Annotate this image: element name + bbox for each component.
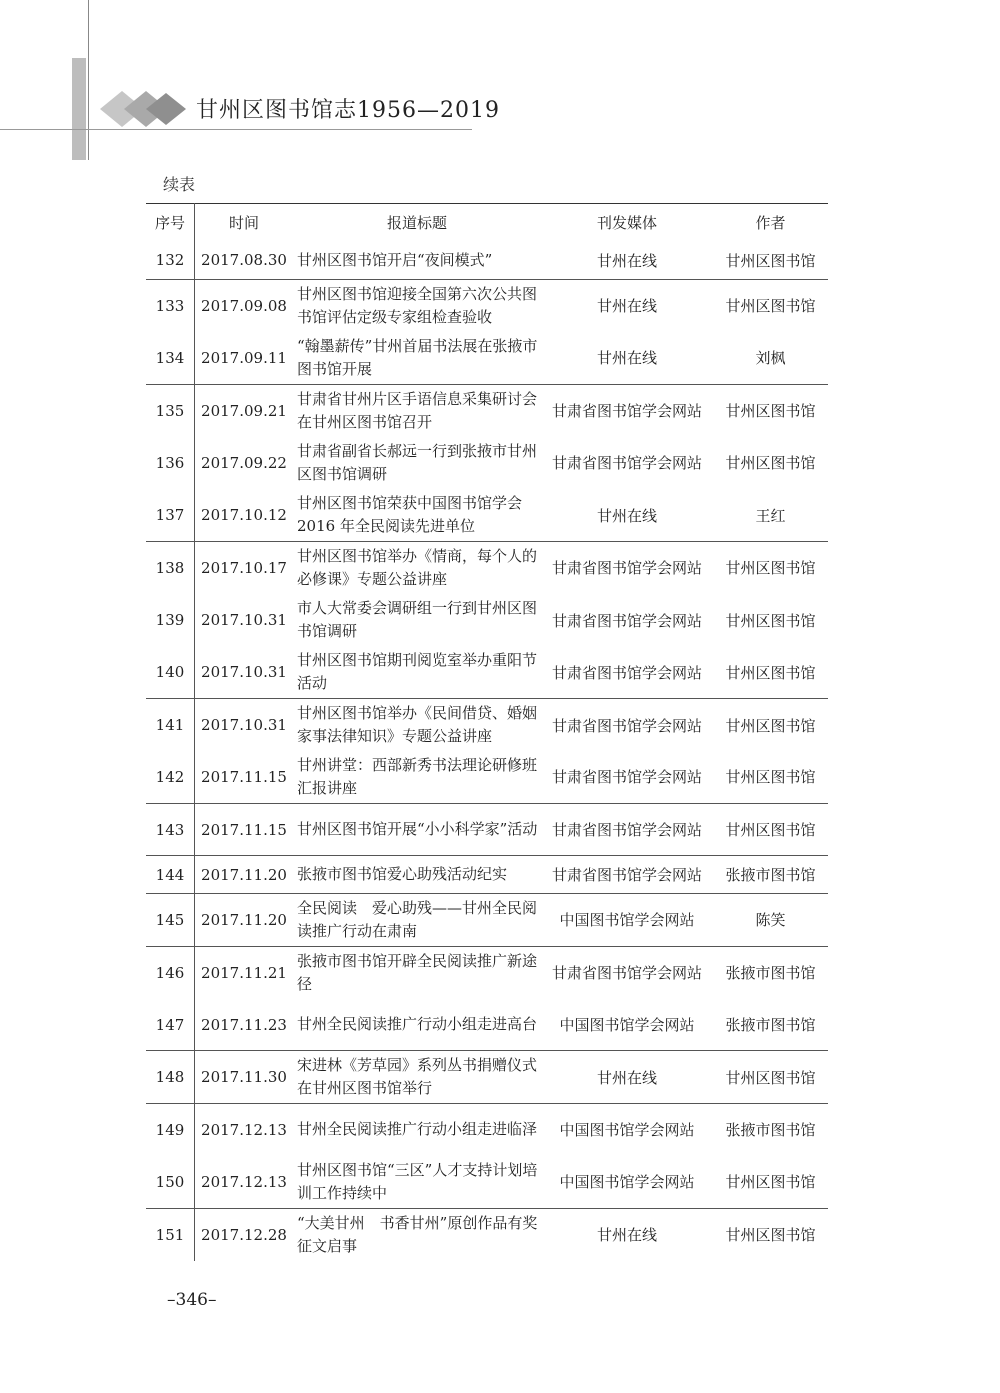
- column-header-number: 序号: [146, 204, 195, 242]
- cell-media: 甘州在线: [596, 251, 657, 270]
- cell-media: 甘州在线: [541, 280, 713, 332]
- cell-author: 甘州区图书馆: [725, 611, 816, 630]
- cell-media: 甘肃省图书馆学会网站: [551, 454, 702, 473]
- cell-title: 甘州讲堂：西部新秀书法理论研修班汇报讲座: [297, 755, 538, 797]
- cell-date: 2017.11.20: [195, 856, 294, 894]
- cell-number: 145: [146, 894, 195, 946]
- cell-media: 中国图书馆学会网站: [541, 894, 713, 946]
- cell-author: 甘州区图书馆: [725, 768, 816, 787]
- cell-number: 140: [146, 646, 195, 698]
- cell-date: 2017.12.13: [195, 1103, 294, 1155]
- table-row: [146, 999, 828, 1051]
- cell-number: 146: [146, 946, 195, 998]
- cell-date: 2017.08.30: [201, 251, 287, 270]
- cell-title: “大美甘州 书香甘州”原创作品有奖征文启事: [293, 1208, 541, 1260]
- cell-number: 150: [146, 1156, 195, 1208]
- cell-number: 135: [146, 384, 195, 436]
- cell-author: 甘州区图书馆: [725, 454, 816, 473]
- cell-author: 甘州区图书馆: [713, 803, 828, 855]
- cell-title: 甘州区图书馆举办《民间借贷、婚姻家事法律知识》专题公益讲座: [293, 699, 541, 751]
- cell-date: 2017.12.13: [201, 1172, 287, 1191]
- cell-author: 甘州区图书馆: [725, 663, 816, 682]
- cell-author: 张掖市图书馆: [713, 946, 828, 998]
- table-row: [146, 856, 828, 894]
- cell-media: 甘肃省图书馆学会网站: [541, 699, 713, 751]
- cell-title: 甘肃省甘州片区手语信息采集研讨会在甘州区图书馆召开: [293, 384, 541, 436]
- cell-date: 2017.11.21: [195, 946, 294, 998]
- table-row: [146, 1051, 828, 1103]
- cell-title: 甘肃省副省长郝远一行到张掖市甘州区图书馆调研: [297, 441, 538, 483]
- table-row: [146, 1208, 828, 1260]
- diamond-ornament-icon: [100, 89, 190, 129]
- table-row: [146, 280, 828, 332]
- cell-author: 张掖市图书馆: [713, 1103, 828, 1155]
- cell-date: 2017.11.23: [201, 1015, 287, 1034]
- cell-title: 甘州区图书馆迎接全国第六次公共图书馆评估定级专家组检查验收: [293, 280, 541, 332]
- header-rule: [0, 129, 472, 130]
- cell-title: 宋进林《芳草园》系列丛书捐赠仪式在甘州区图书馆举行: [293, 1051, 541, 1103]
- cell-number: 137: [146, 489, 195, 541]
- cell-author: 张掖市图书馆: [725, 1016, 816, 1035]
- table-row: [146, 894, 828, 946]
- cell-author: 甘州区图书馆: [713, 280, 828, 332]
- column-header-media: 刊发媒体: [541, 204, 713, 242]
- cell-date: 2017.12.28: [195, 1208, 294, 1260]
- continued-table-label: 续表: [163, 175, 196, 194]
- cell-author: 甘州区图书馆: [713, 1051, 828, 1103]
- cell-author: 张掖市图书馆: [713, 856, 828, 894]
- cell-date: 2017.10.31: [195, 699, 294, 751]
- cell-author: 甘州区图书馆: [725, 251, 816, 270]
- cell-media: 甘肃省图书馆学会网站: [541, 946, 713, 998]
- cell-number: 147: [146, 999, 195, 1051]
- cell-date: 2017.11.20: [195, 894, 294, 946]
- cell-title: 甘州区图书馆开展“小小科学家”活动: [293, 803, 541, 855]
- page-number: –346–: [167, 1290, 217, 1310]
- table-row: [146, 1156, 828, 1208]
- cell-author: 王红: [755, 506, 786, 525]
- cell-number: 149: [146, 1103, 195, 1155]
- cell-number: 138: [146, 541, 195, 593]
- cell-media: 甘肃省图书馆学会网站: [551, 611, 702, 630]
- cell-number: 133: [146, 280, 195, 332]
- cell-number: 144: [146, 856, 195, 894]
- cell-media: 甘肃省图书馆学会网站: [541, 856, 713, 894]
- table-row: [146, 437, 828, 489]
- cell-author: 甘州区图书馆: [713, 1208, 828, 1260]
- cell-media: 甘州在线: [541, 1208, 713, 1260]
- cell-title: 甘州区图书馆期刊阅览室举办重阳节活动: [297, 651, 538, 693]
- cell-media: 甘肃省图书馆学会网站: [551, 768, 702, 787]
- cell-author: 甘州区图书馆: [713, 699, 828, 751]
- cell-date: 2017.09.22: [201, 453, 287, 472]
- cell-date: 2017.09.11: [201, 348, 287, 367]
- cell-date: 2017.10.31: [201, 663, 287, 682]
- cell-media: 甘肃省图书馆学会网站: [541, 384, 713, 436]
- cell-title: “翰墨薪传”甘州首届书法展在张掖市图书馆开展: [297, 336, 538, 378]
- cell-media: 甘肃省图书馆学会网站: [541, 541, 713, 593]
- cell-date: 2017.10.12: [201, 506, 287, 524]
- cell-media: 甘州在线: [541, 1051, 713, 1103]
- table-row: [146, 751, 828, 803]
- cell-title: 甘州区图书馆荣获中国图书馆学会 2016 年全民阅读先进单位: [297, 494, 523, 535]
- table-row: [146, 646, 828, 698]
- running-header-title: 甘州区图书馆志1956—2019: [196, 98, 500, 123]
- cell-date: 2017.10.31: [201, 611, 287, 630]
- header-gray-bar: [72, 58, 86, 160]
- table-row: [146, 946, 828, 998]
- table-row: [146, 803, 828, 855]
- cell-date: 2017.09.21: [195, 384, 294, 436]
- cell-media: 甘肃省图书馆学会网站: [551, 663, 702, 682]
- cell-author: 陈笑: [713, 894, 828, 946]
- cell-number: 136: [146, 437, 195, 489]
- news-report-table: [146, 203, 828, 1261]
- column-header-date: 时间: [195, 204, 294, 242]
- cell-date: 2017.09.08: [195, 280, 294, 332]
- cell-author: 甘州区图书馆: [725, 1173, 816, 1192]
- cell-title: 甘州区图书馆开启“夜间模式”: [297, 250, 493, 269]
- cell-date: 2017.11.15: [201, 767, 287, 786]
- table-row: [146, 594, 828, 646]
- column-header-title: 报道标题: [293, 204, 541, 242]
- cell-number: 134: [146, 332, 195, 384]
- table-row: [146, 242, 828, 280]
- table-row: [146, 541, 828, 593]
- table-header-row: [146, 204, 828, 242]
- column-header-author: 作者: [713, 204, 828, 242]
- cell-date: 2017.10.17: [195, 541, 294, 593]
- table-row: [146, 1103, 828, 1155]
- margin-vertical-line: [88, 0, 89, 160]
- cell-number: 142: [146, 751, 195, 803]
- table-row: [146, 489, 828, 541]
- cell-title: 甘州全民阅读推广行动小组走进临泽: [293, 1103, 541, 1155]
- cell-media: 甘州在线: [596, 506, 657, 525]
- cell-title: 甘州区图书馆“三区”人才支持计划培训工作持续中: [297, 1160, 538, 1202]
- cell-media: 甘肃省图书馆学会网站: [541, 803, 713, 855]
- cell-number: 151: [146, 1208, 195, 1260]
- cell-title: 甘州区图书馆举办《情商，每个人的必修课》专题公益讲座: [293, 541, 541, 593]
- cell-number: 148: [146, 1051, 195, 1103]
- cell-title: 甘州全民阅读推广行动小组走进高台: [297, 1015, 538, 1034]
- cell-number: 139: [146, 594, 195, 646]
- cell-media: 中国图书馆学会网站: [541, 1103, 713, 1155]
- table-row: [146, 384, 828, 436]
- cell-title: 全民阅读 爱心助残——甘州全民阅读推广行动在肃南: [293, 894, 541, 946]
- cell-media: 中国图书馆学会网站: [559, 1016, 695, 1035]
- cell-title: 张掖市图书馆开辟全民阅读推广新途径: [293, 946, 541, 998]
- cell-title: 市人大常委会调研组一行到甘州区图书馆调研: [297, 599, 538, 641]
- table-row: [146, 699, 828, 751]
- cell-date: 2017.11.15: [195, 803, 294, 855]
- cell-media: 甘州在线: [596, 349, 657, 368]
- cell-title: 张掖市图书馆爱心助残活动纪实: [293, 856, 541, 894]
- table-row: [146, 332, 828, 384]
- cell-date: 2017.11.30: [195, 1051, 294, 1103]
- cell-author: 甘州区图书馆: [713, 541, 828, 593]
- cell-number: 143: [146, 803, 195, 855]
- cell-number: 141: [146, 699, 195, 751]
- cell-author: 刘枫: [755, 349, 786, 368]
- cell-author: 甘州区图书馆: [713, 384, 828, 436]
- cell-number: 132: [146, 242, 195, 280]
- cell-media: 中国图书馆学会网站: [559, 1173, 695, 1192]
